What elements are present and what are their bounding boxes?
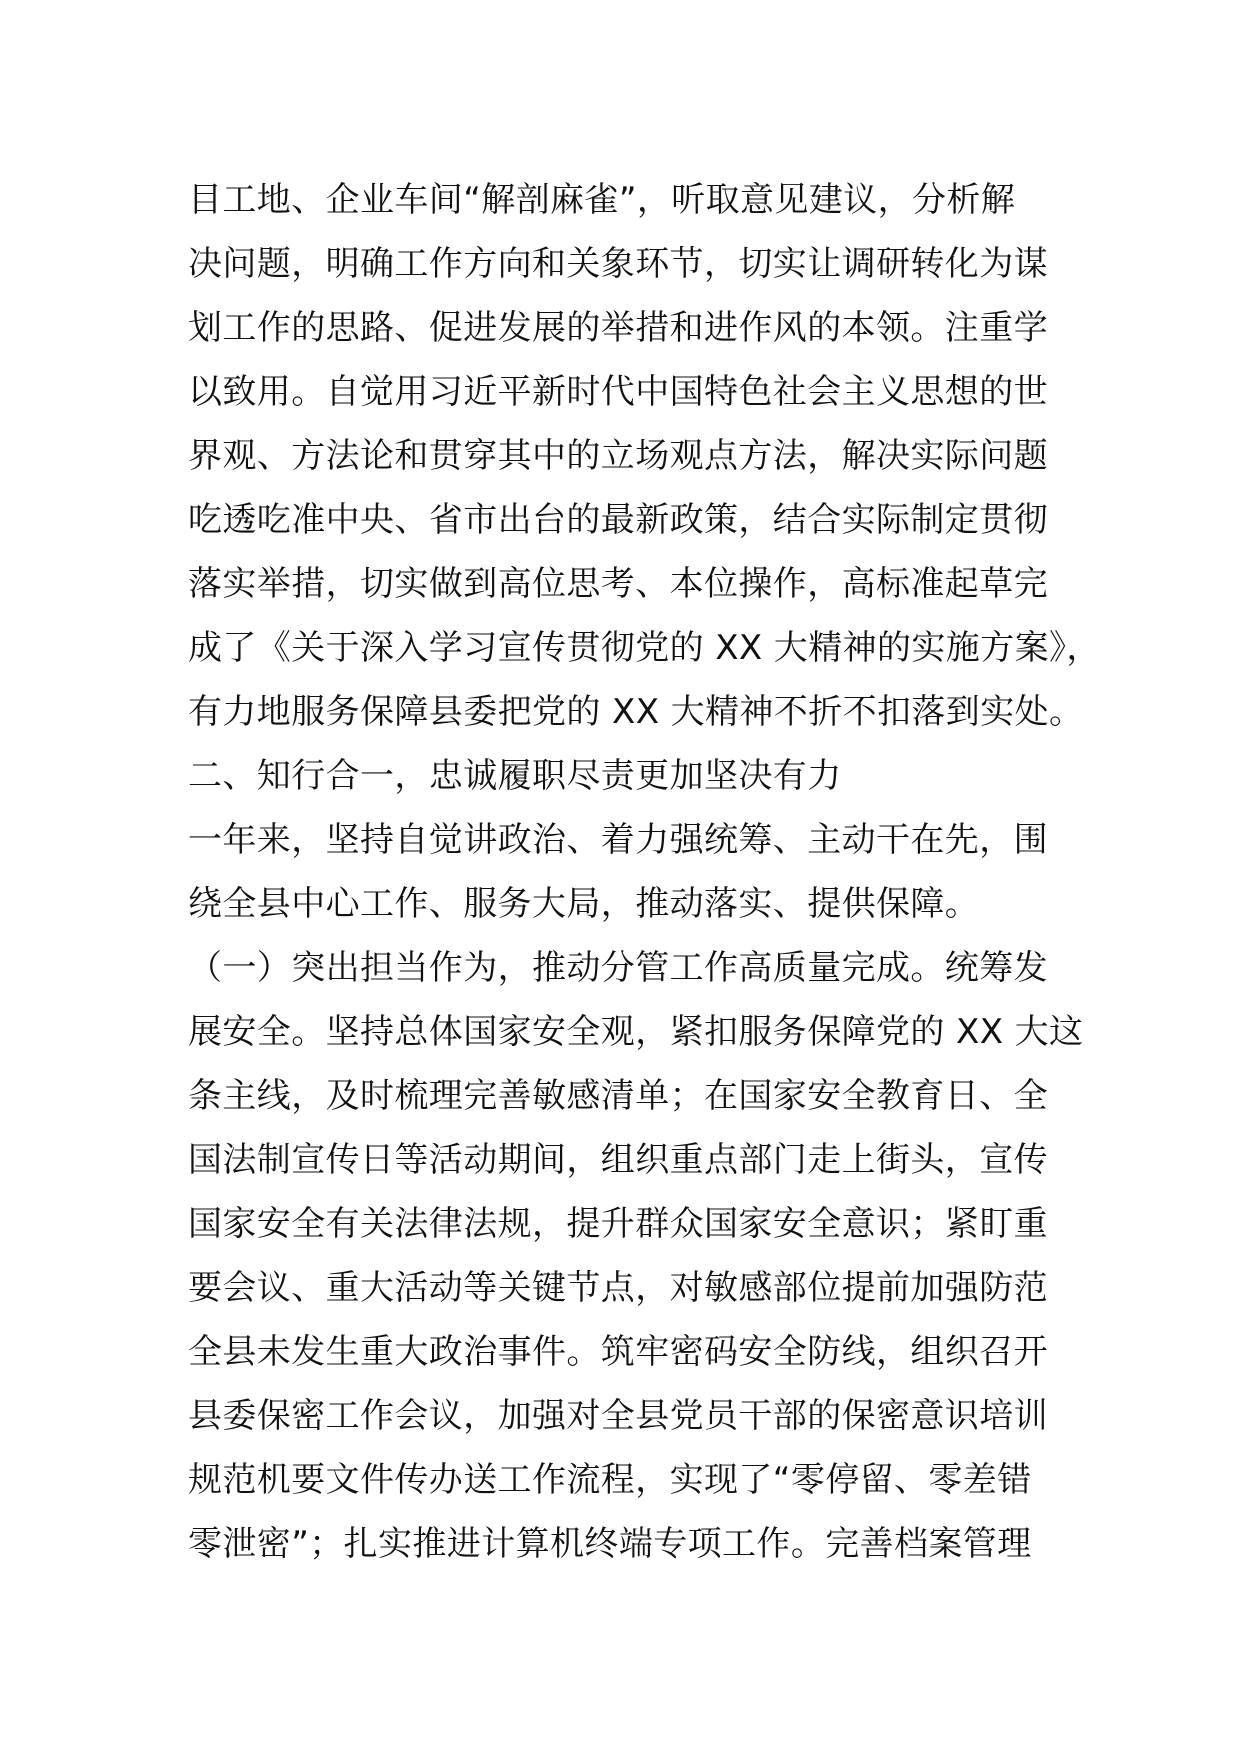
text-line: 决问题，明确工作方向和关象环节，切实让调研转化为谋 — [188, 244, 1048, 284]
subsection-line: （一）突出担当作为，推动分管工作高质量完成。统筹发 — [188, 948, 1048, 988]
text-line: 界观、方法论和贯穿其中的立场观点方法，解决实际问题 — [188, 436, 1048, 476]
body-text — [188, 168, 1101, 1576]
text-line: 全县未发生重大政治事件。筑牢密码安全防线，组织召开 — [188, 1332, 1048, 1372]
text-line: 一年来，坚持自觉讲政治、着力强统筹、主动干在先，围 — [188, 820, 1048, 860]
text-line: 国法制宣传日等活动期间，组织重点部门走上街头，宣传 — [188, 1140, 1048, 1180]
text-line: 划工作的思路、促进发展的举措和进作风的本领。注重学 — [188, 308, 1048, 348]
text-line: 要会议、重大活动等关键节点，对敏感部位提前加强防范 — [188, 1268, 1048, 1308]
text-line: 落实举措，切实做到高位思考、本位操作，高标准起草完 — [188, 564, 1048, 604]
text-line: 展安全。坚持总体国家安全观，紧扣服务保障党的 XX 大这 — [188, 1012, 1084, 1052]
text-line: 规范机要文件传办送工作流程，实现了“零停留、零差错 — [188, 1460, 1032, 1500]
text-line: 有力地服务保障县委把党的 XX 大精神不折不扣落到实处。 — [188, 692, 1084, 732]
text-line: 成了《关于深入学习宣传贯彻党的 XX 大精神的实施方案》， — [188, 628, 1101, 668]
text-line: 以致用。自觉用习近平新时代中国特色社会主义思想的世 — [188, 372, 1048, 412]
text-line: 国家安全有关法律法规，提升群众国家安全意识；紧盯重 — [188, 1204, 1048, 1244]
text-line: 目工地、企业车间“解剖麻雀”，听取意见建议，分析解 — [188, 180, 1016, 220]
section-heading: 二、知行合一，忠诚履职尽责更加坚决有力 — [188, 756, 842, 796]
text-line: 绕全县中心工作、服务大局，推动落实、提供保障。 — [188, 884, 980, 924]
text-line: 零泄密”；扎实推进计算机终端专项工作。完善档案管理 — [188, 1524, 1032, 1564]
text-line: 吃透吃准中央、省市出台的最新政策，结合实际制定贯彻 — [188, 500, 1048, 540]
text-line: 县委保密工作会议，加强对全县党员干部的保密意识培训 — [188, 1396, 1048, 1436]
text-line: 条主线，及时梳理完善敏感清单；在国家安全教育日、全 — [188, 1076, 1048, 1116]
